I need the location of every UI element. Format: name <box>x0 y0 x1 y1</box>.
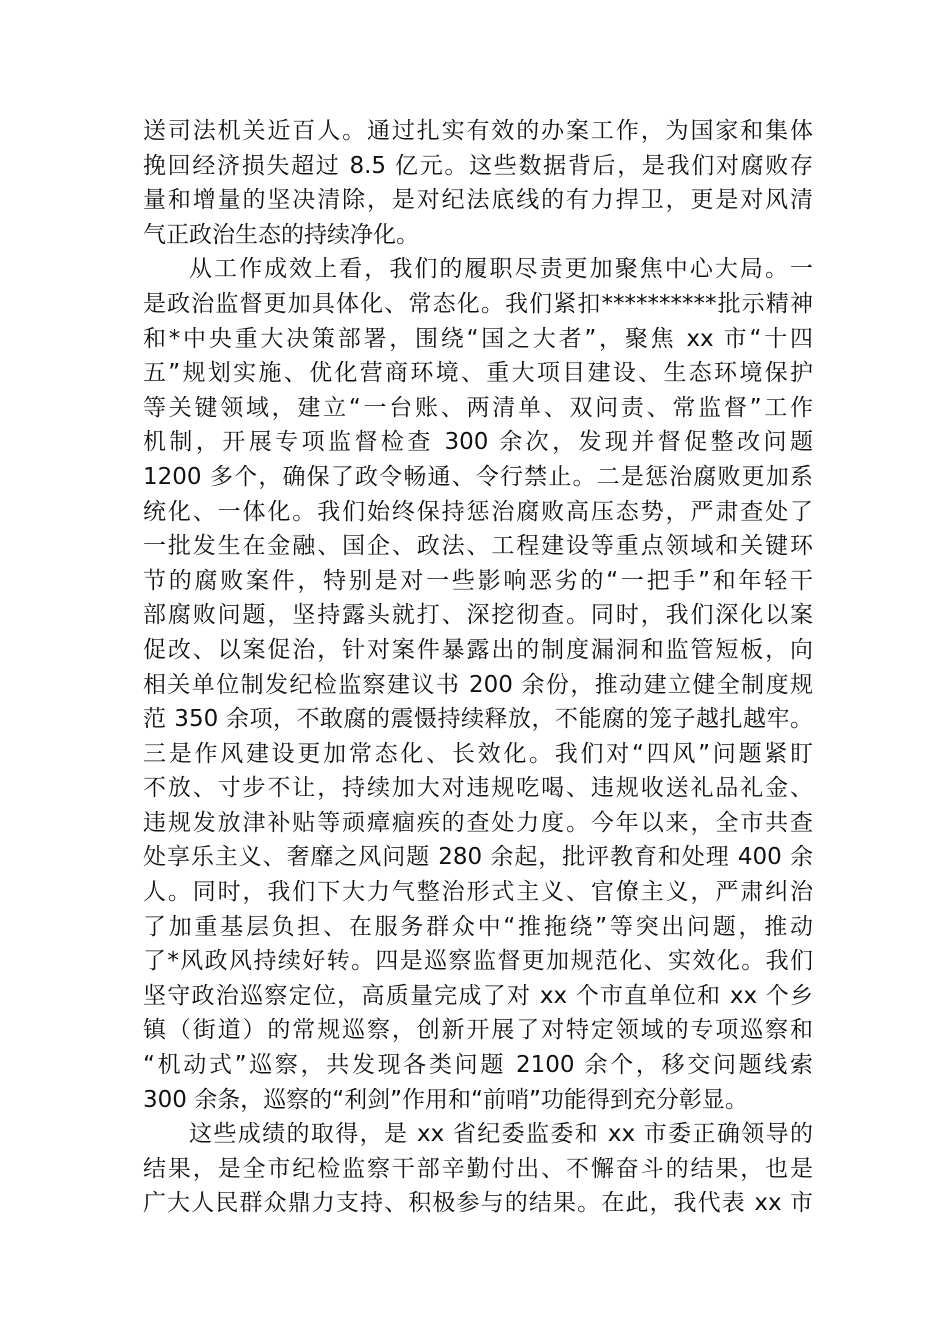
text-line: 气正政治生态的持续净化。 <box>143 221 419 248</box>
text-line: 不放、寸步不让，持续加大对违规吃喝、违规收送礼品礼金、 <box>143 775 813 802</box>
text-line: 镇（街道）的常规巡察，创新开展了对特定领域的专项巡察和 <box>143 1017 813 1044</box>
text-line: 是政治监督更加具体化、常态化。我们紧扣**********批示精神 <box>143 290 813 317</box>
text-line: 五”规划实施、优化营商环境、重大项目建设、生态环境保护 <box>143 360 813 387</box>
text-line: 量和增量的坚决清除，是对纪法底线的有力捍卫，更是对风清 <box>143 187 813 214</box>
text-line: 送司法机关近百人。通过扎实有效的办案工作，为国家和集体 <box>143 118 813 144</box>
text-line: 结果，是全市纪检监察干部辛勤付出、不懈奋斗的结果，也是 <box>143 1155 813 1182</box>
text-line: 违规发放津补贴等顽瘴痼疾的查处力度。今年以来，全市共查 <box>143 809 813 836</box>
text-line: 机制，开展专项监督检查 300 余次，发现并督促整改问题 <box>143 429 813 456</box>
text-line: 相关单位制发纪检监察建议书 200 余份，推动建立健全制度规 <box>143 671 813 698</box>
text-line: 了加重基层负担、在服务群众中“推拖绕”等突出问题，推动 <box>143 913 813 940</box>
text-line: 部腐败问题，坚持露头就打、深挖彻查。同时，我们深化以案 <box>143 602 813 629</box>
text-line: 广大人民群众鼎力支持、积极参与的结果。在此，我代表 xx 市 <box>143 1190 813 1217</box>
text-line: 人。同时，我们下大力气整治形式主义、官僚主义，严肃纠治 <box>143 879 813 906</box>
text-line: 这些成绩的取得，是 xx 省纪委监委和 xx 市委正确领导的 <box>189 1121 813 1148</box>
text-line: 了*风政风持续好转。四是巡察监督更加规范化、实效化。我们 <box>143 948 813 975</box>
text-line: 1200 多个，确保了政令畅通、令行禁止。二是惩治腐败更加系 <box>143 463 813 490</box>
text-line: 范 350 余项，不敢腐的震慑持续释放，不能腐的笼子越扎越牢。 <box>143 706 813 733</box>
body-text <box>143 114 813 1221</box>
text-line: 一批发生在金融、国企、政法、工程建设等重点领域和关键环 <box>143 533 813 560</box>
text-line: 等关键领域，建立“一台账、两清单、双问责、常监督”工作 <box>143 394 813 421</box>
text-line: 促改、以案促治，针对案件暴露出的制度漏洞和监管短板，向 <box>143 636 813 663</box>
text-line: 和*中央重大决策部署，围绕“国之大者”，聚焦 xx 市“十四 <box>143 325 813 352</box>
text-line: 三是作风建设更加常态化、长效化。我们对“四风”问题紧盯 <box>143 740 813 767</box>
text-line: 从工作成效上看，我们的履职尽责更加聚焦中心大局。一 <box>189 256 813 283</box>
text-line: 节的腐败案件，特别是对一些影响恶劣的“一把手”和年轻干 <box>143 567 813 594</box>
text-line: 挽回经济损失超过 8.5 亿元。这些数据背后，是我们对腐败存 <box>143 152 813 179</box>
text-line: 统化、一体化。我们始终保持惩治腐败高压态势，严肃查处了 <box>143 498 813 525</box>
text-line: “机动式”巡察，共发现各类问题 2100 余个，移交问题线索 <box>143 1052 813 1079</box>
text-line: 坚守政治巡察定位，高质量完成了对 xx 个市直单位和 xx 个乡 <box>143 982 813 1009</box>
text-line: 处享乐主义、奢靡之风问题 280 余起，批评教育和处理 400 余 <box>143 844 813 871</box>
text-line: 300 余条，巡察的“利剑”作用和“前哨”功能得到充分彰显。 <box>143 1086 748 1113</box>
